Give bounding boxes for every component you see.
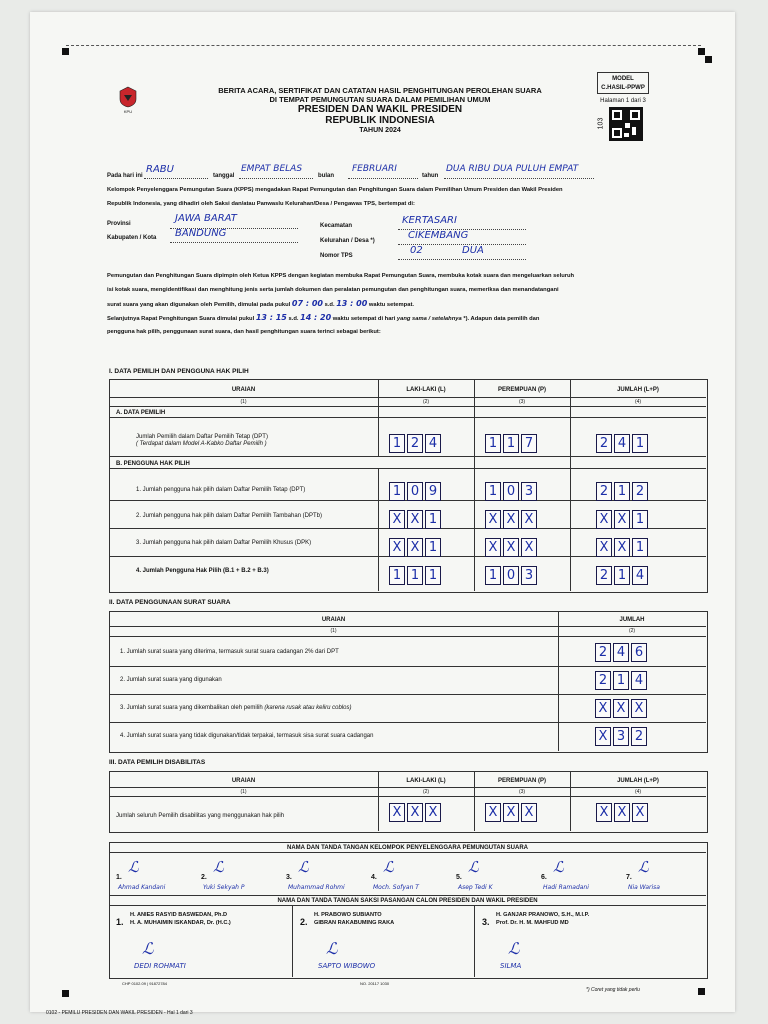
sig-h3	[109, 905, 706, 906]
form-title	[160, 86, 600, 135]
label-kelurahan: Kelurahan / Desa *)	[320, 238, 375, 244]
digit-box[interactable]: 2	[596, 434, 612, 453]
s1-b-row3: 3. Jumlah pengguna hak pilih dalam Daftar Pemilih Khusus (DPK)	[136, 540, 312, 546]
digit-box[interactable]: X	[614, 510, 630, 529]
s2-row4: 4. Jumlah surat suara yang tidak digunakan/tidak terpakai, termasuk sisa surat suara cadangan	[120, 733, 374, 739]
digit-box[interactable]: 1	[503, 434, 519, 453]
s2-row3-b: (karena rusak atau keliru coblos)	[264, 705, 352, 711]
saksi-number: 3.	[482, 917, 490, 927]
digit-box[interactable]: X	[485, 510, 501, 529]
digit-box[interactable]: X	[596, 803, 612, 822]
digit-box[interactable]: 1	[614, 566, 630, 585]
candidate-vice-president: GIBRAN RAKABUMING RAKA	[314, 920, 395, 926]
s1-v3	[570, 379, 571, 591]
s3-n3: (3)	[518, 789, 526, 795]
intro-para-1: Kelompok Penyelenggara Pemungutan Suara (KPPS) mengadakan Rapat Pemungutan dan Penghitungan Suara dalam Pemilihan Umum Presiden dan Wakil Presiden	[107, 187, 563, 193]
model-box	[597, 72, 649, 94]
s2-row3	[120, 704, 351, 712]
saksi-signature-mark: ℒ	[142, 939, 154, 958]
title-line-5: TAHUN 2024	[359, 127, 401, 134]
digit-box[interactable]: 1	[425, 510, 441, 529]
digit-box[interactable]: X	[389, 803, 405, 822]
digit-box[interactable]: 1	[389, 566, 405, 585]
s1-col-jumlah: JUMLAH (L+P)	[617, 387, 659, 393]
value-tps-word: DUA	[462, 245, 484, 256]
page-indicator: Halaman 1 dari 3	[600, 98, 646, 104]
digit-box[interactable]: X	[485, 803, 501, 822]
saksi-signature-mark: ℒ	[326, 939, 338, 958]
digit-box[interactable]: 1	[632, 434, 648, 453]
s3-n4: (4)	[634, 789, 642, 795]
s1-b-row2: 2. Jumlah pengguna hak pilih dalam Daftar Pemilih Tambahan (DPTb)	[136, 513, 322, 519]
logo-text: KPU	[123, 109, 133, 114]
intro-para-2: Republik Indonesia, yang dihadiri oleh Saksi dan/atau Panwaslu Kelurahan/Desa / Pengawas TPS, bertempat di:	[107, 201, 415, 207]
top-dashed-border	[66, 45, 701, 46]
sig-h2	[109, 895, 706, 896]
corner-marker-tl	[62, 48, 69, 55]
label-tps: Nomor TPS	[320, 253, 353, 259]
digit-box[interactable]: X	[407, 538, 423, 557]
digit-box[interactable]: 1	[614, 482, 630, 501]
section-2-title: II. DATA PENGGUNAAN SURAT SUARA	[109, 599, 231, 606]
digit-box[interactable]: 0	[503, 566, 519, 585]
corner-marker-br	[698, 988, 705, 995]
digit-box[interactable]: X	[425, 803, 441, 822]
procedure-line-1: Pemungutan dan Penghitungan Suara dipimpin oleh Ketua KPPS dengan kegiatan membuka Rapat Pemungutan Suara, membuka kotak suara dan mengeluarkan seluruh	[107, 273, 575, 279]
digit-box[interactable]: X	[595, 699, 611, 718]
saksi-signature-mark: ℒ	[508, 939, 520, 958]
s2-h2	[109, 636, 706, 637]
digit-box[interactable]: 1	[485, 434, 501, 453]
digit-box[interactable]: 2	[595, 671, 611, 690]
kpps-signature-mark: ℒ	[383, 858, 394, 876]
digit-box[interactable]: X	[407, 510, 423, 529]
digit-box[interactable]: 1	[389, 482, 405, 501]
digit-box[interactable]: 1	[425, 566, 441, 585]
digit-box[interactable]: X	[485, 538, 501, 557]
kpps-member-name: Hadi Ramadani	[543, 884, 589, 891]
kpu-logo-icon	[118, 86, 138, 108]
s1-col-uraian: URAIAN	[231, 387, 256, 393]
digit-box[interactable]: X	[503, 510, 519, 529]
kpps-number: 6.	[541, 874, 547, 881]
label-month: bulan	[318, 173, 334, 179]
s1-v2	[474, 379, 475, 591]
s2-row1: 1. Jumlah surat suara yang diterima, termasuk surat suara cadangan 2% dari DPT	[120, 649, 339, 655]
kpps-member-name: Muhammad Rohmi	[288, 884, 345, 891]
s1-a-row1: Jumlah Pemilih dalam Daftar Pemilih Tetap (DPT)	[136, 434, 268, 440]
kpps-signature-mark: ℒ	[468, 858, 479, 876]
digit-box[interactable]: 4	[632, 566, 648, 585]
digit-box[interactable]: 2	[407, 434, 423, 453]
s1-col-perempuan: PEREMPUAN (P)	[497, 387, 546, 393]
s2-col-jumlah: JUMLAH	[619, 617, 645, 623]
s3-n1: (1)	[240, 789, 247, 795]
s1-n1: (1)	[240, 399, 247, 405]
label-day: Pada hari ini	[107, 173, 143, 179]
s1-a-title: A. DATA PEMILIH	[116, 410, 166, 416]
digit-box[interactable]: X	[389, 510, 405, 529]
s3-h2	[109, 796, 706, 797]
s2-h4	[109, 694, 706, 695]
digit-box[interactable]: 1	[485, 566, 501, 585]
digit-box[interactable]: 2	[631, 727, 647, 746]
candidate-vice-president: H. A. MUHAIMIN ISKANDAR, Dr. (H.C.)	[130, 920, 231, 926]
sig-h1	[109, 852, 706, 853]
s1-h2	[109, 406, 706, 407]
value-day: RABU	[146, 164, 174, 175]
kpps-signature-mark: ℒ	[298, 858, 309, 876]
s3-n2: (2)	[422, 789, 430, 795]
s1-n2: (2)	[422, 399, 430, 405]
section-3-title: III. DATA PEMILIH DISABILITAS	[109, 759, 206, 766]
candidate-president: H. PRABOWO SUBIANTO	[314, 912, 382, 918]
s1-h5	[109, 468, 706, 469]
digit-box[interactable]: 0	[407, 482, 423, 501]
label-kecamatan: Kecamatan	[320, 223, 353, 229]
procedure-line-4	[107, 314, 727, 323]
s1-v1b	[378, 417, 379, 456]
s2-n1: (1)	[330, 628, 337, 634]
sig-v2	[474, 905, 475, 977]
s2-row2: 2. Jumlah surat suara yang digunakan	[120, 677, 222, 683]
label-provinsi: Provinsi	[107, 221, 131, 227]
s1-v1c	[378, 468, 379, 591]
dots-kabupaten	[170, 242, 298, 243]
value-date: EMPAT BELAS	[241, 164, 303, 174]
s1-h3	[109, 417, 706, 418]
dots-date	[239, 178, 313, 179]
saksi-number: 2.	[300, 917, 308, 927]
kpps-member-name: Ahmad Kandani	[118, 884, 166, 891]
digit-box[interactable]: X	[521, 510, 537, 529]
qr-number: 103	[597, 117, 605, 130]
s1-n3: (3)	[518, 399, 526, 405]
digit-box[interactable]: 6	[631, 643, 647, 662]
digit-box[interactable]: 1	[632, 510, 648, 529]
digit-box[interactable]: X	[503, 803, 519, 822]
s1-h4	[109, 456, 706, 457]
digit-box[interactable]: 9	[425, 482, 441, 501]
digit-box[interactable]: 1	[425, 538, 441, 557]
digit-box[interactable]: X	[389, 538, 405, 557]
model-code: C.HASIL-PPWP	[601, 85, 645, 91]
digit-box[interactable]: 3	[613, 727, 629, 746]
kpps-member-name: Asep Tedi K	[458, 884, 493, 891]
saksi-signer-name: SAPTO WIBOWO	[318, 962, 376, 970]
procedure-line-4-d: yang sama / setelahnya	[396, 316, 462, 322]
digit-box[interactable]: X	[632, 803, 648, 822]
digit-box[interactable]: 7	[521, 434, 537, 453]
s1-b-title: B. PENGGUNA HAK PILIH	[116, 461, 190, 467]
s3-row1: Jumlah seluruh Pemilih disabilitas yang menggunakan hak pilih	[116, 813, 285, 819]
digit-box[interactable]: 0	[503, 482, 519, 501]
saksi-signer-name: SILMA	[500, 962, 522, 970]
procedure-line-3-b: s.d.	[324, 302, 335, 308]
digit-box[interactable]: 1	[485, 482, 501, 501]
procedure-line-4-c: waktu setempat di hari	[332, 316, 396, 322]
s1-col-laki: LAKI-LAKI (L)	[406, 387, 446, 393]
digit-box[interactable]: 2	[596, 482, 612, 501]
value-year: DUA RIBU DUA PULUH EMPAT	[446, 164, 579, 174]
procedure-line-3-a: surat suara yang akan digunakan oleh Pemilih, dimulai pada pukul	[107, 302, 291, 308]
footer-code-left: CHP 0102.09 | 91872784	[122, 981, 168, 986]
digit-box[interactable]: 3	[521, 566, 537, 585]
qr-code-icon	[609, 107, 643, 141]
form-sheet	[30, 12, 735, 1016]
count-start-time: 13 : 15	[255, 313, 287, 322]
dots-tps	[398, 259, 526, 260]
s1-b-row1: 1. Jumlah pengguna hak pilih dalam Daftar Pemilih Tetap (DPT)	[136, 487, 306, 493]
s1-a-row1-sub: ( Terdapat dalam Model A-Kabko Daftar Pemilih )	[136, 441, 267, 447]
s2-h3	[109, 666, 706, 667]
title-line-2: DI TEMPAT PEMUNGUTAN SUARA DALAM PEMILIHAN UMUM	[269, 95, 491, 104]
procedure-line-3-c: waktu setempat.	[368, 302, 414, 308]
procedure-line-3	[107, 300, 727, 309]
digit-box[interactable]: 4	[614, 434, 630, 453]
digit-box[interactable]: 4	[613, 643, 629, 662]
kpps-member-name: Nia Warisa	[628, 884, 660, 891]
label-kabupaten: Kabupaten / Kota	[107, 235, 157, 241]
kpps-number: 4.	[371, 874, 377, 881]
candidate-president: H. GANJAR PRANOWO, S.H., M.I.P.	[496, 912, 590, 918]
s3-col-jumlah: JUMLAH (L+P)	[617, 778, 659, 784]
start-time: 07 : 00	[291, 299, 323, 308]
s2-row3-a: 3. Jumlah surat suara yang dikembalikan oleh pemilih	[120, 705, 263, 711]
candidate-vice-president: Prof. Dr. H. M. MAHFUD MD	[496, 920, 569, 926]
procedure-line-4-a: Selanjutnya Rapat Penghitungan Suara dimulai pukul	[107, 316, 255, 322]
value-provinsi: JAWA BARAT	[175, 213, 237, 224]
footnote: *) Coret yang tidak perlu	[586, 987, 640, 993]
label-date: tanggal	[213, 173, 235, 179]
section-1-title: I. DATA PEMILIH DAN PENGGUNA HAK PILIH	[109, 368, 249, 375]
footer-bottom: 0102 - PEMILU PRESIDEN DAN WAKIL PRESIDEN - Hal 1 dari 3	[46, 1010, 193, 1016]
s3-col-laki: LAKI-LAKI (L)	[406, 778, 446, 784]
count-end-time: 14 : 20	[300, 313, 332, 322]
s2-col-uraian: URAIAN	[321, 617, 346, 623]
model-label: MODEL	[612, 76, 634, 82]
dots-month	[348, 178, 418, 179]
digit-box[interactable]: X	[521, 803, 537, 822]
digit-box[interactable]: 1	[389, 434, 405, 453]
digit-box[interactable]: X	[596, 510, 612, 529]
digit-box[interactable]: 2	[596, 566, 612, 585]
s2-n2: (2)	[628, 628, 636, 634]
value-kabupaten: BANDUNG	[175, 228, 227, 239]
candidate-president: H. ANIES RASYID BASWEDAN, Ph.D	[130, 912, 228, 918]
s2-h5	[109, 722, 706, 723]
corner-marker-tr2	[705, 56, 712, 63]
value-tps-number: 02	[410, 245, 423, 256]
dots-year	[444, 178, 594, 179]
procedure-line-2: isi kotak suara, mengidentifikasi dan menghitung jenis serta jumlah dokumen dan peralatan pemungutan dan penghitungan suara, memeriksa dan menandatangani	[107, 287, 559, 293]
digit-box[interactable]: X	[407, 803, 423, 822]
digit-box[interactable]: 1	[407, 566, 423, 585]
title-line-4: REPUBLIK INDONESIA	[325, 115, 435, 126]
procedure-line-4-e: *). Adapun data pemilih dan	[463, 316, 540, 322]
kpps-signature-mark: ℒ	[128, 858, 139, 876]
title-line-1: BERITA ACARA, SERTIFIKAT DAN CATATAN HASIL PENGHITUNGAN PEROLEHAN SUARA	[218, 86, 542, 95]
saksi-number: 1.	[116, 917, 124, 927]
kpps-member-name: Yuki Sekyah P	[203, 884, 245, 891]
digit-box[interactable]: X	[631, 699, 647, 718]
s1-n4: (4)	[634, 399, 642, 405]
saksi-title: NAMA DAN TANDA TANGAN SAKSI PASANGAN CALON PRESIDEN DAN WAKIL PRESIDEN	[277, 898, 538, 904]
kpps-number: 2.	[201, 874, 207, 881]
s3-col-uraian: URAIAN	[231, 778, 256, 784]
dots-day	[144, 178, 208, 179]
corner-marker-tr	[698, 48, 705, 55]
kpps-number: 5.	[456, 874, 462, 881]
value-month: FEBRUARI	[352, 164, 397, 174]
footer-code-mid: NO. 20117 1030	[360, 981, 390, 986]
value-kelurahan: CIKEMBANG	[408, 230, 469, 241]
kpps-signature-mark: ℒ	[638, 858, 649, 876]
kpps-number: 7.	[626, 874, 632, 881]
digit-box[interactable]: 3	[521, 482, 537, 501]
kpps-number: 1.	[116, 874, 122, 881]
digit-box[interactable]: X	[614, 538, 630, 557]
digit-box[interactable]: 1	[613, 671, 629, 690]
digit-box[interactable]: X	[595, 727, 611, 746]
value-kecamatan: KERTASARI	[402, 215, 457, 226]
digit-box[interactable]: X	[614, 803, 630, 822]
digit-box[interactable]: X	[596, 538, 612, 557]
procedure-line-4-b: s.d.	[288, 316, 299, 322]
kpps-signature-mark: ℒ	[553, 858, 564, 876]
digit-box[interactable]: 2	[595, 643, 611, 662]
digit-box[interactable]: 4	[425, 434, 441, 453]
digit-box[interactable]: X	[521, 538, 537, 557]
procedure-line-5: pengguna hak pilih, penggunaan surat suara, dan hasil penghitungan suara terinci sebagai berikut:	[107, 329, 381, 335]
digit-box[interactable]: X	[613, 699, 629, 718]
saksi-signer-name: DEDI ROHMATI	[134, 962, 186, 970]
digit-box[interactable]: 4	[631, 671, 647, 690]
kpps-number: 3.	[286, 874, 292, 881]
digit-box[interactable]: X	[503, 538, 519, 557]
end-time: 13 : 00	[336, 299, 368, 308]
s1-b-row4: 4. Jumlah Pengguna Hak Pilih (B.1 + B.2 + B.3)	[136, 568, 269, 574]
corner-marker-bl	[62, 990, 69, 997]
digit-box[interactable]: 2	[632, 482, 648, 501]
label-year: tahun	[422, 173, 439, 179]
kpps-signature-mark: ℒ	[213, 858, 224, 876]
digit-box[interactable]: 1	[632, 538, 648, 557]
kpps-member-name: Moch. Sofyan T	[373, 884, 419, 891]
sig-v1	[292, 905, 293, 977]
s3-col-perempuan: PEREMPUAN (P)	[497, 778, 546, 784]
title-line-3: PRESIDEN DAN WAKIL PRESIDEN	[297, 104, 463, 115]
kpps-title: NAMA DAN TANDA TANGAN KELOMPOK PENYELENGGARA PEMUNGUTAN SUARA	[287, 845, 528, 851]
